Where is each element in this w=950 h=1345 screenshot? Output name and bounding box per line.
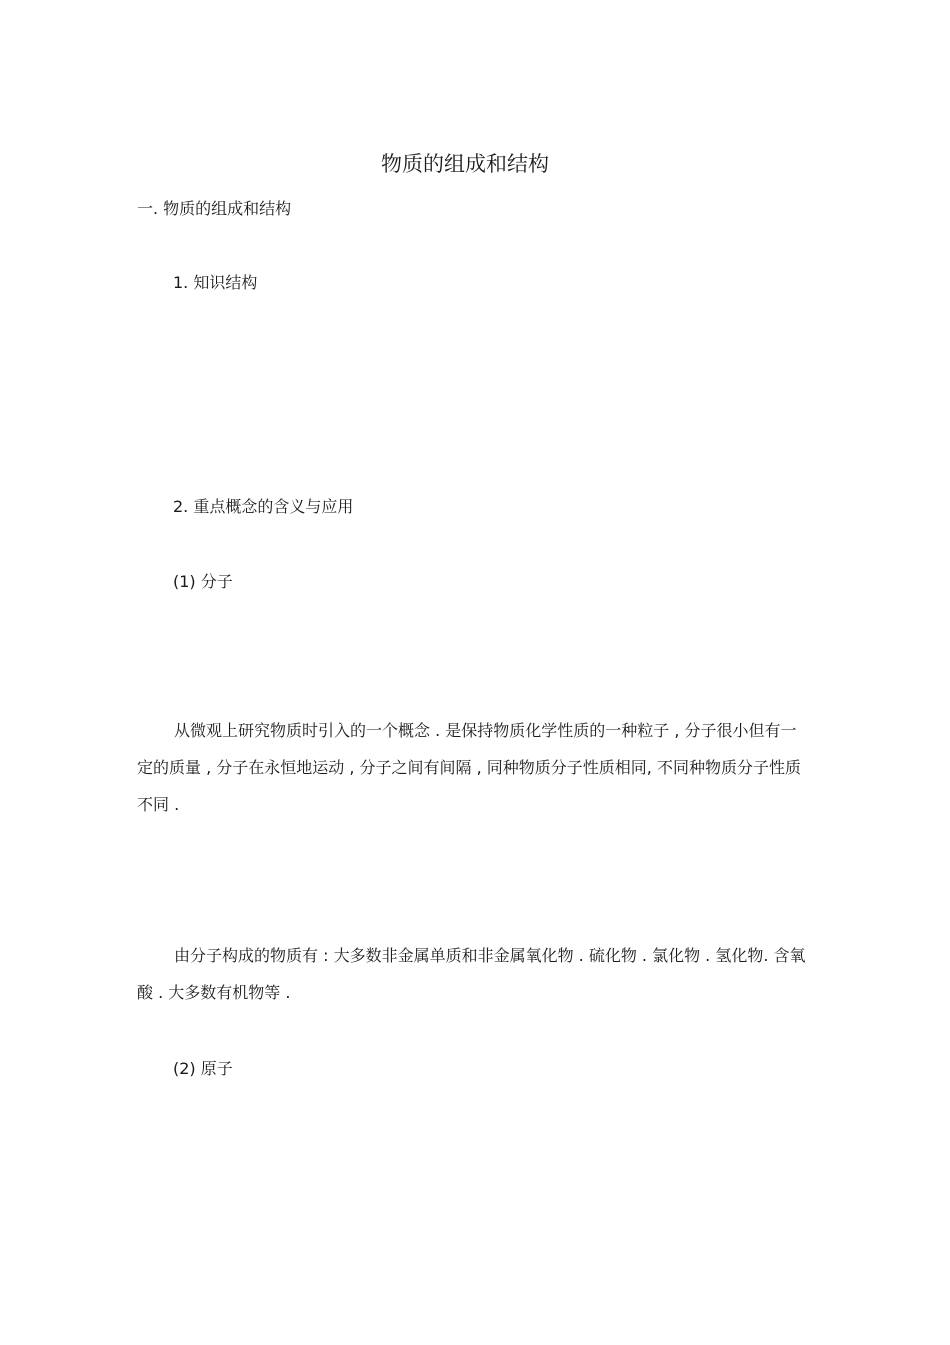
paragraph-molecular-substances: 由分子构成的物质有 : 大多数非金属单质和非金属氧化物 . 硫化物 . 氯化物 . 氢化物. 含氧酸 . 大多数有机物等 .	[137, 946, 806, 1002]
document-title: 物质的组成和结构	[381, 152, 549, 176]
item-knowledge-structure: 1. 知识结构	[173, 273, 258, 292]
item-key-concepts: 2. 重点概念的含义与应用	[173, 497, 354, 516]
section-heading: 一. 物质的组成和结构	[137, 199, 292, 218]
paragraph-molecule-definition: 从微观上研究物质时引入的一个概念 . 是保持物质化学性质的一种粒子 , 分子很小但有一定的质量 , 分子在永恒地运动 , 分子之间有间隔 , 同种物质分子性质相同, 不同种物质分子性质不同 .	[137, 721, 801, 814]
subitem-atom: (2) 原子	[173, 1059, 233, 1078]
subitem-molecule: (1) 分子	[173, 572, 233, 591]
